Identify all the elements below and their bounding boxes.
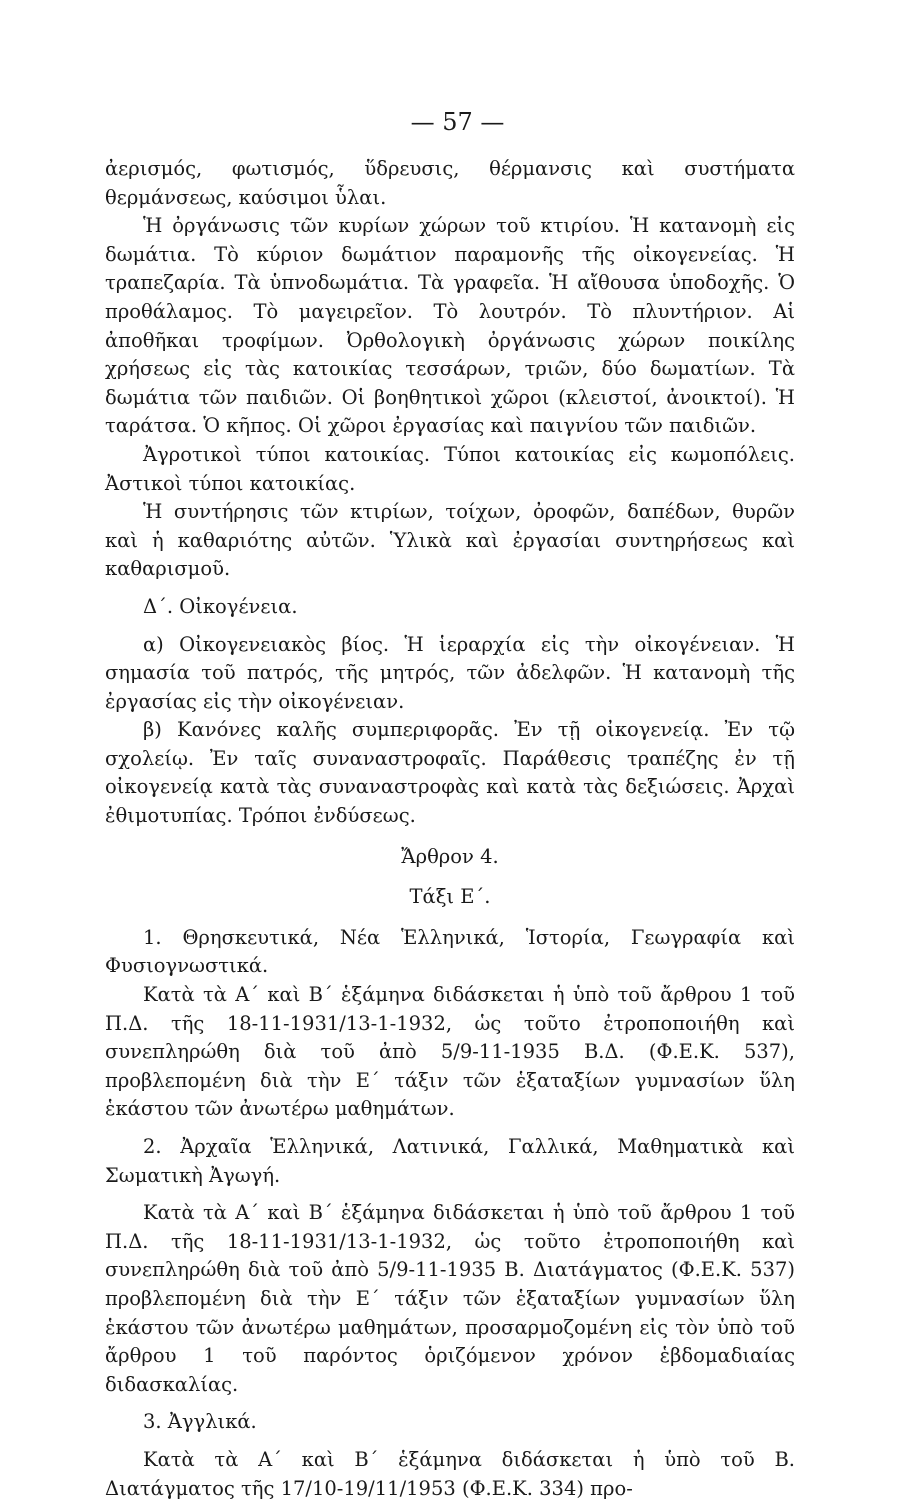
subject-group-3: 3. Ἀγγλικά. — [143, 1410, 257, 1434]
paragraph-good-behavior: β) Κανόνες καλῆς συμπεριφορᾶς. Ἐν τῇ οἰκογενείᾳ. Ἐν τῷ σχολείῳ. Ἐν ταῖς συναναστροφαῖς. Παράθεσις τραπέζης ἐν τῇ οἰκογενείᾳ κατὰ τὰς συναναστροφὰς καὶ κατὰ τὰς δεξιώσεις. Ἀρχαὶ ἐθιμοτυπίας. Τρόποι ἐνδύσεως. — [105, 718, 795, 828]
page-number: — 57 — — [410, 108, 505, 136]
paragraph-housing-types: Ἀγροτικοὶ τύποι κατοικίας. Τύποι κατοικίας εἰς κωμοπόλεις. Ἀστικοὶ τύποι κατοικίας. — [105, 442, 795, 495]
subject-group-1: 1. Θρησκευτικά, Νέα Ἑλληνικά, Ἱστορία, Γεωγραφία καὶ Φυσιογνωστικά. — [105, 925, 795, 978]
paragraph-subject-group-3: Κατὰ τὰ Α΄ καὶ Β΄ ἑξάμηνα διδάσκεται ἡ ὑπὸ τοῦ Β. Διατάγματος τῆς 17/10-19/11/1953 (Φ.Ε.Κ. 334) προ- — [105, 1447, 795, 1500]
article-heading: Ἄρθρον 4. — [401, 844, 499, 868]
paragraph-heating: ἀερισμός, φωτισμός, ὕδρευσις, θέρμανσις καὶ συστήματα θερμάνσεως, καύσιμοι ὗλαι. — [105, 157, 795, 209]
paragraph-maintenance: Ἡ συντήρησις τῶν κτιρίων, τοίχων, ὀροφῶν, δαπέδων, θυρῶν καὶ ἡ καθαριότης αὐτῶν. Ὑλικὰ καὶ ἐργασίαι συντηρήσεως καὶ καθαρισμοῦ. — [105, 500, 795, 581]
paragraph-subject-group-1: Κατὰ τὰ Α΄ καὶ Β΄ ἑξάμηνα διδάσκεται ἡ ὑπὸ τοῦ ἄρθρου 1 τοῦ Π.Δ. τῆς 18-11-1931/13-1-1932, ὡς τοῦτο ἐτροποποιήθη καὶ συνεπληρώθη διὰ τοῦ ἀπὸ 5/9-11-1935 Β.Δ. (Φ.Ε.Κ. 537), προβλεπομένη διὰ τὴν Ε΄ τάξιν τῶν ἑξαταξίων γυμνασίων ὕλη ἑκάστου τῶν ἀνωτέρω μαθημάτων. — [105, 983, 795, 1121]
class-heading: Τάξι Ε΄. — [409, 885, 491, 909]
subject-group-2: 2. Ἀρχαῖα Ἑλληνικά, Λατινικά, Γαλλικά, Μαθηματικὰ καὶ Σωματικὴ Ἀγωγή. — [105, 1135, 795, 1187]
paragraph-subject-group-2: Κατὰ τὰ Α΄ καὶ Β΄ ἑξάμηνα διδάσκεται ἡ ὑπὸ τοῦ ἄρθρου 1 τοῦ Π.Δ. τῆς 18-11-1931/13-1-1932, ὡς τοῦτο ἐτροποποιήθη καὶ συνεπληρώθη διὰ τοῦ ἀπὸ 5/9-11-1935 Β. Διατάγματος (Φ.Ε.Κ. 537) προβλεπομένη διὰ τὴν Ε΄ τάξιν τῶν ἑξαταξίων γυμνασίων ὕλη ἑκάστου τῶν ἀνωτέρω μαθημάτων, προσαρμοζομένη εἰς τὸν ὑπὸ τοῦ ἄρθρου 1 τοῦ παρόντος ὁριζόμενον χρόνον ἑβδομαδιαίας διδασκαλίας. — [105, 1201, 795, 1396]
section-heading-family: Δ΄. Οἰκογένεια. — [143, 594, 298, 618]
paragraph-family-life: α) Οἰκογενειακὸς βίος. Ἡ ἱεραρχία εἰς τὴν οἰκογένειαν. Ἡ σημασία τοῦ πατρός, τῆς μητρός, τῶν ἀδελφῶν. Ἡ κατανομὴ τῆς ἐργασίας εἰς τὴν οἰκογένειαν. — [105, 632, 795, 713]
paragraph-building-organization: Ἡ ὀργάνωσις τῶν κυρίων χώρων τοῦ κτιρίου. Ἡ κατανομὴ εἰς δωμάτια. Τὸ κύριον δωμάτιον παραμονῆς τῆς οἰκογενείας. Ἡ τραπεζαρία. Τὰ ὑπνοδωμάτια. Τὰ γραφεῖα. Ἡ αἴθουσα ὑποδοχῆς. Ὁ προθάλαμος. Τὸ μαγειρεῖον. Τὸ λουτρόν. Τὸ πλυντήριον. Αἱ ἀποθῆκαι τροφίμων. Ὀρθολογικὴ ὀργάνωσις χώρων ποικίλης χρήσεως εἰς τὰς κατοικίας τεσσάρων, τριῶν, δύο δωματίων. Τὰ δωμάτια τῶν παιδιῶν. Οἱ βοηθητικοὶ χῶροι (κλειστοί, ἀνοικτοί). Ἡ ταράτσα. Ὁ κῆπος. Οἱ χῶροι ἐργασίας καὶ παιγνίου τῶν παιδιῶν. — [105, 214, 795, 438]
page-body — [105, 155, 795, 1503]
